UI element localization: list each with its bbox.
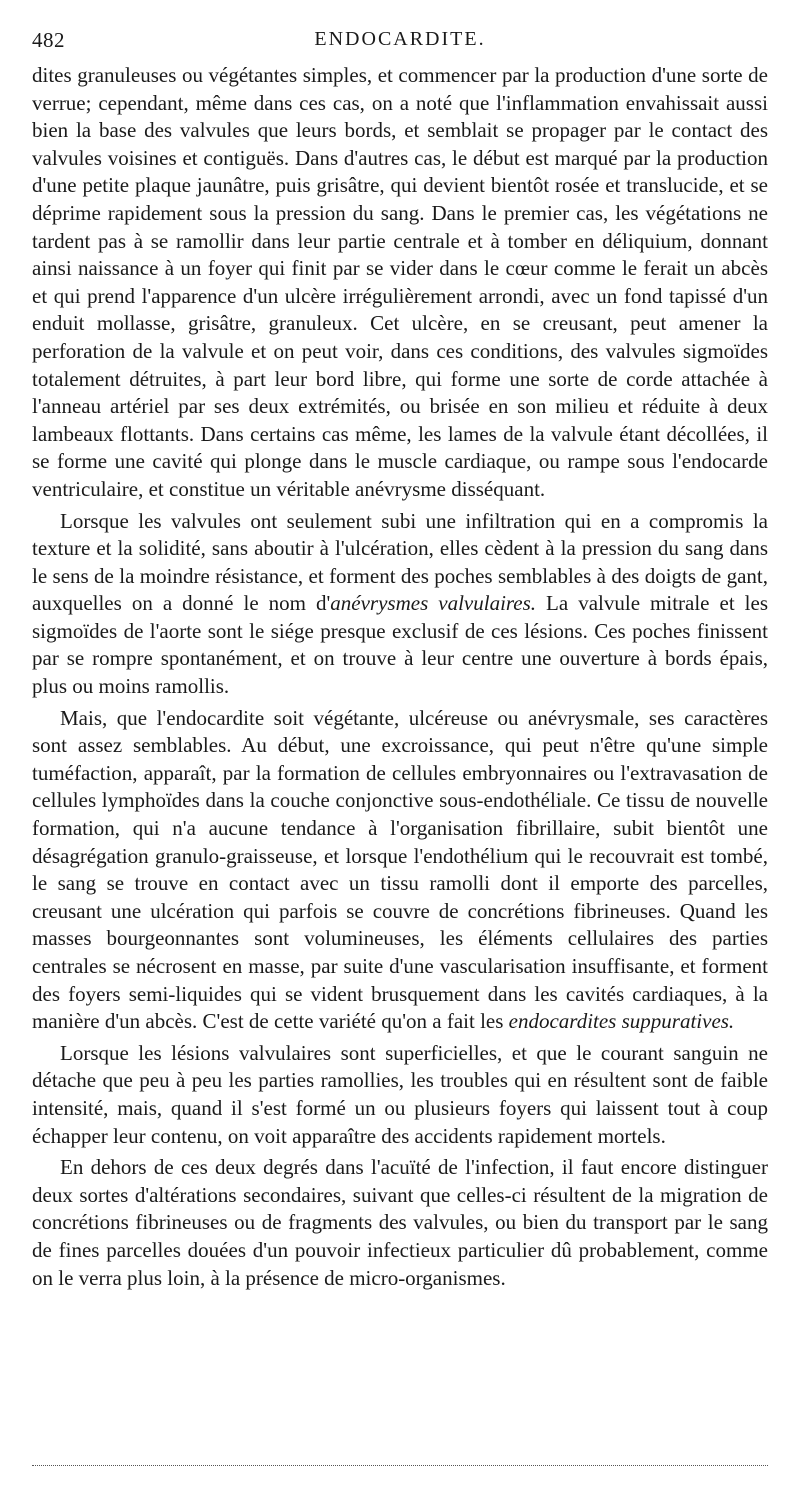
italic-term: endocardites suppuratives. [508, 1009, 735, 1034]
paragraph-text: Mais, que l'endocardite soit végétante, ulcéreuse ou anévrysmale, ses caractères sont assez semblables. Au début, une excroissance, qui peut n'être qu'une simple tuméfaction, apparaît, par la formation de cellules embryonnaires ou l'extravasation de cellules lymphoïdes dans la couche conjonctive sous-endothéliale. Ce tissu de nouvelle formation, qui n'a aucune tendance à l'organisation fibrillaire, subit bientôt une désagrégation granulo-graisseuse, et lorsque l'endothélium qui le recouvrait est tombé, le sang se trouve en contact avec un tissu ramolli dont il emporte des parcelles, creusant une ulcération qui parfois se couvre de concrétions fibrineuses. Quand les masses bourgeonnantes sont volumineuses, les éléments cellulaires des parties centrales se nécrosent en masse, par suite d'une vascularisation insuffisante, et forment des foyers semi-liquides qui se vident brusquement dans les cavités cardiaques, à la manière d'un abcès. C'est de cette variété qu'on a fait les [32, 705, 768, 1034]
italic-term: anévrysmes valvulaires. [330, 591, 537, 616]
running-head [32, 28, 768, 54]
footer-dotted-rule [32, 1465, 768, 1466]
paragraph-text: La valvule mitrale et les sigmoïdes de l'aorte sont le siége presque exclusif de ces lésions. Ces poches finissent par se rompre spontanément, et on trouve à leur centre une ouverture à bords épais, plus ou moins ramollis. [32, 591, 769, 699]
page-number: 482 [32, 28, 65, 52]
paragraph-characteristics [32, 705, 768, 1036]
paragraph-aneurysm [32, 508, 768, 701]
paragraph-secondary: En dehors de ces deux degrés dans l'acuïté de l'infection, il faut encore distinguer deux sortes d'altérations secondaires, suivant que celles-ci résultent de la migration de concrétions fibrineuses ou de fragments des valvules, ou bien du transport par le sang de fines parcelles douées d'un pouvoir infectieux particulier dû probablement, comme on le verra plus loin, à la présence de micro-organismes. [32, 1155, 768, 1290]
body-text [32, 62, 768, 1296]
running-title: ENDOCARDITE. [314, 28, 486, 50]
paragraph-continuation: dites granuleuses ou végétantes simples, et commencer par la production d'une sorte de verrue; cependant, même dans ces cas, on a noté que l'inflammation envahissait aussi bien la base des valvules que leurs bords, et semblait se propager par le contact des valvules voisines et contiguës. Dans d'autres cas, le début est marqué par la production d'une petite plaque jaunâtre, puis grisâtre, qui devient bientôt rosée et translucide, et se déprime rapidement sous la pression du sang. Dans le premier cas, les végétations ne tardent pas à se ramollir dans leur partie centrale et à tomber en déliquium, donnant ainsi naissance à un foyer qui finit par se vider dans le cœur comme le ferait un abcès et qui prend l'apparence d'un ulcère irrégulièrement arrondi, avec un fond tapissé d'un enduit mollasse, grisâtre, granuleux. Cet ulcère, en se creusant, peut amener la perforation de la valvule et on peut voir, dans ces conditions, des valvules sigmoïdes totalement détruites, à part leur bord libre, qui forme une sorte de corde attachée à l'anneau artériel par ses deux extrémités, ou brisée en son milieu et réduite à deux lambeaux flottants. Dans certains cas même, les lames de la valvule étant décollées, il se forme une cavité qui plonge dans le muscle cardiaque, ou rampe sous l'endocarde ventriculaire, et constitue un véritable anévrysme disséquant. [32, 63, 768, 501]
paragraph-lesions: Lorsque les lésions valvulaires sont superficielles, et que le courant sanguin ne détache que peu à peu les parties ramollies, les troubles qui en résultent sont de faible intensité, mais, quand il s'est formé un ou plusieurs foyers qui laissent tout à coup échapper leur contenu, on voit apparaître des accidents rapidement mortels. [32, 1040, 768, 1148]
paragraph-text: Lorsque les valvules ont seulement subi une infiltration qui en a compromis la texture et la solidité, sans aboutir à l'ulcération, elles cèdent à la pression du sang dans le sens de la moindre résistance, et forment des poches semblables à des doigts de gant, auxquelles on a donné le nom d' [32, 508, 768, 616]
